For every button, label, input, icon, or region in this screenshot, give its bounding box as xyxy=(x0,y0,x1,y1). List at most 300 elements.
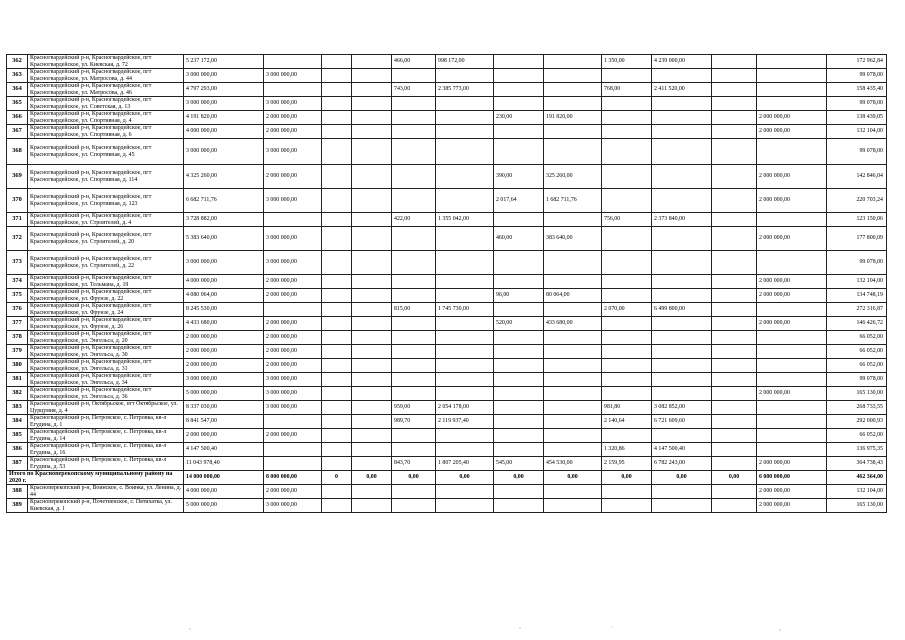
value-cell-c1: 4 191 820,00 xyxy=(184,111,264,125)
value-cell-c6: 1 745 730,00 xyxy=(436,303,494,317)
value-cell-c1: 3 000 000,00 xyxy=(184,69,264,83)
value-cell-c6: 1 355 042,00 xyxy=(436,213,494,227)
value-cell-c9 xyxy=(602,69,652,83)
row-number: 385 xyxy=(7,429,28,443)
value-cell-c13: 158 435,40 xyxy=(827,83,887,97)
total-cell-c3: 0 xyxy=(322,471,352,485)
row-number: 367 xyxy=(7,125,28,139)
address-cell: Красногвардейский р-н, Красногвардейское, пгт Красногвардейское, ул. Строителей, д. 4 xyxy=(28,213,184,227)
value-cell-c1: 6 682 711,76 xyxy=(184,189,264,213)
value-cell-c6 xyxy=(436,165,494,189)
value-cell-c13: 165 130,00 xyxy=(827,499,887,513)
value-cell-c8 xyxy=(544,485,602,499)
value-cell-c11 xyxy=(757,443,827,457)
value-cell-c9 xyxy=(602,345,652,359)
value-cell-c9 xyxy=(602,289,652,303)
value-cell-c12 xyxy=(712,359,757,373)
value-cell-c1: 8 245 530,00 xyxy=(184,303,264,317)
row-number: 375 xyxy=(7,289,28,303)
table-row xyxy=(7,499,887,513)
value-cell-c3 xyxy=(322,345,352,359)
value-cell-c9 xyxy=(602,165,652,189)
value-cell-c10: 3 082 852,00 xyxy=(652,401,712,415)
table-row xyxy=(7,111,887,125)
value-cell-c1: 5 237 172,00 xyxy=(184,55,264,69)
value-cell-c4 xyxy=(352,303,392,317)
address-cell: Красногвардейский р-н, Петровское, с. Петровка, кв-л Егудина, д. 1 xyxy=(28,415,184,429)
value-cell-c9 xyxy=(602,359,652,373)
value-cell-c9 xyxy=(602,499,652,513)
address-cell: Красногвардейский р-н, Красногвардейское, пгт Красногвардейское, ул. Спортивная, д. 45 xyxy=(28,139,184,165)
value-cell-c12 xyxy=(712,275,757,289)
value-cell-c12 xyxy=(712,97,757,111)
table-row xyxy=(7,401,887,415)
value-cell-c3 xyxy=(322,359,352,373)
value-cell-c1: 4 797 293,00 xyxy=(184,83,264,97)
value-cell-c10 xyxy=(652,345,712,359)
value-cell-c3 xyxy=(322,303,352,317)
value-cell-c7: 545,00 xyxy=(494,457,544,471)
value-cell-c10 xyxy=(652,69,712,83)
total-cell-c7: 0,00 xyxy=(494,471,544,485)
value-cell-c9 xyxy=(602,485,652,499)
value-cell-c4 xyxy=(352,345,392,359)
value-cell-c9 xyxy=(602,97,652,111)
value-cell-c12 xyxy=(712,83,757,97)
value-cell-c8: 383 640,00 xyxy=(544,227,602,251)
value-cell-c10 xyxy=(652,125,712,139)
value-cell-c2: 2 000 000,00 xyxy=(264,317,322,331)
value-cell-c5 xyxy=(392,165,436,189)
table-row xyxy=(7,345,887,359)
value-cell-c12 xyxy=(712,429,757,443)
value-cell-c13: 132 104,00 xyxy=(827,125,887,139)
value-cell-c3 xyxy=(322,415,352,429)
value-cell-c4 xyxy=(352,213,392,227)
value-cell-c1: 2 000 000,00 xyxy=(184,429,264,443)
value-cell-c2: 2 000 000,00 xyxy=(264,275,322,289)
value-cell-c8: 433 680,00 xyxy=(544,317,602,331)
total-label: Итого по Красноперекопскому муниципальному району на 2020 г. xyxy=(7,471,184,485)
table-row xyxy=(7,373,887,387)
value-cell-c11 xyxy=(757,97,827,111)
row-number: 379 xyxy=(7,345,28,359)
row-number: 368 xyxy=(7,139,28,165)
value-cell-c5: 959,00 xyxy=(392,401,436,415)
value-cell-c3 xyxy=(322,499,352,513)
value-cell-c1: 8 337 030,00 xyxy=(184,401,264,415)
value-cell-c9: 1 350,00 xyxy=(602,55,652,69)
value-cell-c10 xyxy=(652,97,712,111)
value-cell-c4 xyxy=(352,401,392,415)
value-cell-c11 xyxy=(757,83,827,97)
value-cell-c10 xyxy=(652,139,712,165)
value-cell-c8 xyxy=(544,69,602,83)
value-cell-c8 xyxy=(544,251,602,275)
address-cell: Красногвардейский р-н, Красногвардейское, пгт Красногвардейское, ул. Энгельса, д. 31 xyxy=(28,359,184,373)
value-cell-c2 xyxy=(264,415,322,429)
value-cell-c5 xyxy=(392,429,436,443)
value-cell-c2 xyxy=(264,83,322,97)
value-cell-c13: 66 052,00 xyxy=(827,429,887,443)
value-cell-c3 xyxy=(322,331,352,345)
value-cell-c12 xyxy=(712,189,757,213)
value-cell-c9 xyxy=(602,317,652,331)
value-cell-c8 xyxy=(544,387,602,401)
value-cell-c9: 2 159,95 xyxy=(602,457,652,471)
value-cell-c1: 2 000 000,00 xyxy=(184,331,264,345)
value-cell-c13: 99 078,00 xyxy=(827,97,887,111)
value-cell-c1: 8 841 547,00 xyxy=(184,415,264,429)
total-cell-c10: 0,00 xyxy=(652,471,712,485)
address-cell: Красногвардейский р-н, Красногвардейское, пгт Красногвардейское, ул. Энгельса, д. 34 xyxy=(28,373,184,387)
value-cell-c3 xyxy=(322,55,352,69)
value-cell-c12 xyxy=(712,227,757,251)
value-cell-c4 xyxy=(352,55,392,69)
table-row xyxy=(7,227,887,251)
value-cell-c3 xyxy=(322,275,352,289)
value-cell-c12 xyxy=(712,457,757,471)
address-cell: Красногвардейский р-н, Красногвардейское, пгт Красногвардейское, ул. Строителей, д. 22 xyxy=(28,251,184,275)
address-cell: Красногвардейский р-н, Красногвардейское, пгт Красногвардейское, ул. Матросова, д. 46 xyxy=(28,83,184,97)
table-row xyxy=(7,69,887,83)
value-cell-c13: 177 800,09 xyxy=(827,227,887,251)
row-number: 370 xyxy=(7,189,28,213)
value-cell-c10 xyxy=(652,317,712,331)
value-cell-c9 xyxy=(602,111,652,125)
value-cell-c3 xyxy=(322,189,352,213)
value-cell-c5 xyxy=(392,227,436,251)
value-cell-c4 xyxy=(352,415,392,429)
value-cell-c2: 2 000 000,00 xyxy=(264,345,322,359)
value-cell-c10 xyxy=(652,289,712,303)
table-row xyxy=(7,125,887,139)
value-cell-c5 xyxy=(392,97,436,111)
value-cell-c6 xyxy=(436,139,494,165)
value-cell-c12 xyxy=(712,443,757,457)
value-cell-c1: 11 043 978,40 xyxy=(184,457,264,471)
table-row xyxy=(7,83,887,97)
table-row xyxy=(7,275,887,289)
value-cell-c11: 2 000 000,00 xyxy=(757,485,827,499)
value-cell-c2: 2 000 000,00 xyxy=(264,111,322,125)
value-cell-c9: 2 070,00 xyxy=(602,303,652,317)
value-cell-c6 xyxy=(436,345,494,359)
value-cell-c3 xyxy=(322,125,352,139)
value-cell-c11 xyxy=(757,415,827,429)
total-cell-c2: 8 000 000,00 xyxy=(264,471,322,485)
value-cell-c1: 5 000 000,00 xyxy=(184,387,264,401)
value-cell-c13: 66 052,00 xyxy=(827,331,887,345)
value-cell-c12 xyxy=(712,401,757,415)
value-cell-c9 xyxy=(602,227,652,251)
value-cell-c10 xyxy=(652,485,712,499)
value-cell-c9 xyxy=(602,139,652,165)
value-cell-c1: 3 000 000,00 xyxy=(184,373,264,387)
value-cell-c4 xyxy=(352,189,392,213)
row-number: 382 xyxy=(7,387,28,401)
value-cell-c11: 2 000 000,00 xyxy=(757,165,827,189)
value-cell-c7 xyxy=(494,373,544,387)
row-number: 383 xyxy=(7,401,28,415)
value-cell-c8 xyxy=(544,359,602,373)
value-cell-c5 xyxy=(392,331,436,345)
value-cell-c2 xyxy=(264,443,322,457)
value-cell-c4 xyxy=(352,251,392,275)
value-cell-c6: 2 119 937,40 xyxy=(436,415,494,429)
value-cell-c1: 4 000 000,00 xyxy=(184,485,264,499)
value-cell-c8: 1 682 711,76 xyxy=(544,189,602,213)
value-cell-c5: 743,00 xyxy=(392,83,436,97)
value-cell-c1: 5 383 640,00 xyxy=(184,227,264,251)
value-cell-c5 xyxy=(392,499,436,513)
value-cell-c8 xyxy=(544,415,602,429)
row-number: 364 xyxy=(7,83,28,97)
value-cell-c13: 99 078,00 xyxy=(827,69,887,83)
value-cell-c8 xyxy=(544,429,602,443)
value-cell-c12 xyxy=(712,331,757,345)
value-cell-c1: 5 000 000,00 xyxy=(184,499,264,513)
value-cell-c10 xyxy=(652,227,712,251)
value-cell-c3 xyxy=(322,97,352,111)
value-cell-c6 xyxy=(436,125,494,139)
row-number: 373 xyxy=(7,251,28,275)
value-cell-c11: 2 000 000,00 xyxy=(757,227,827,251)
value-cell-c5: 989,70 xyxy=(392,415,436,429)
value-cell-c2: 3 000 000,00 xyxy=(264,387,322,401)
value-cell-c6 xyxy=(436,189,494,213)
value-cell-c13: 272 316,87 xyxy=(827,303,887,317)
row-number: 371 xyxy=(7,213,28,227)
value-cell-c9 xyxy=(602,429,652,443)
value-cell-c5 xyxy=(392,317,436,331)
value-cell-c8 xyxy=(544,125,602,139)
value-cell-c9 xyxy=(602,275,652,289)
value-cell-c11: 2 000 000,00 xyxy=(757,499,827,513)
row-number: 374 xyxy=(7,275,28,289)
value-cell-c12 xyxy=(712,111,757,125)
value-cell-c6 xyxy=(436,373,494,387)
value-cell-c7: 390,00 xyxy=(494,165,544,189)
register-table-body xyxy=(7,55,887,513)
value-cell-c11 xyxy=(757,213,827,227)
value-cell-c13: 99 078,00 xyxy=(827,251,887,275)
row-number: 381 xyxy=(7,373,28,387)
value-cell-c8 xyxy=(544,275,602,289)
value-cell-c9 xyxy=(602,189,652,213)
address-cell: Красногвардейский р-н, Красногвардейское, пгт Красногвардейское, ул. Фрунзе, д. 26 xyxy=(28,317,184,331)
value-cell-c12 xyxy=(712,373,757,387)
value-cell-c3 xyxy=(322,139,352,165)
value-cell-c3 xyxy=(322,83,352,97)
value-cell-c11: 2 000 000,00 xyxy=(757,111,827,125)
table-row xyxy=(7,189,887,213)
value-cell-c6: 2 385 773,00 xyxy=(436,83,494,97)
value-cell-c10 xyxy=(652,331,712,345)
total-cell-c5: 0,00 xyxy=(392,471,436,485)
value-cell-c2: 2 000 000,00 xyxy=(264,359,322,373)
value-cell-c4 xyxy=(352,69,392,83)
value-cell-c10: 4 147 500,40 xyxy=(652,443,712,457)
value-cell-c12 xyxy=(712,251,757,275)
value-cell-c3 xyxy=(322,443,352,457)
total-cell-c6: 0,00 xyxy=(436,471,494,485)
value-cell-c7 xyxy=(494,55,544,69)
value-cell-c5 xyxy=(392,251,436,275)
value-cell-c8: 454 530,00 xyxy=(544,457,602,471)
table-row xyxy=(7,331,887,345)
table-row xyxy=(7,429,887,443)
value-cell-c7 xyxy=(494,359,544,373)
address-cell: Красногвардейский р-н, Красногвардейское, пгт Красногвардейское, ул. Фрунзе, д. 22 xyxy=(28,289,184,303)
value-cell-c11 xyxy=(757,429,827,443)
value-cell-c3 xyxy=(322,251,352,275)
value-cell-c6: 2 054 178,00 xyxy=(436,401,494,415)
value-cell-c7 xyxy=(494,251,544,275)
value-cell-c13: 132 104,00 xyxy=(827,275,887,289)
value-cell-c10 xyxy=(652,387,712,401)
value-cell-c9 xyxy=(602,125,652,139)
value-cell-c4 xyxy=(352,387,392,401)
value-cell-c11: 2 000 000,00 xyxy=(757,189,827,213)
row-number: 386 xyxy=(7,443,28,457)
value-cell-c12 xyxy=(712,303,757,317)
value-cell-c6: 1 807 205,40 xyxy=(436,457,494,471)
row-number: 372 xyxy=(7,227,28,251)
value-cell-c10: 2 373 840,00 xyxy=(652,213,712,227)
value-cell-c11: 2 000 000,00 xyxy=(757,317,827,331)
total-cell-c11: 0,00 xyxy=(712,471,757,485)
value-cell-c7 xyxy=(494,345,544,359)
value-cell-c7 xyxy=(494,485,544,499)
value-cell-c6 xyxy=(436,97,494,111)
value-cell-c7 xyxy=(494,331,544,345)
value-cell-c10 xyxy=(652,499,712,513)
value-cell-c7: 96,00 xyxy=(494,289,544,303)
value-cell-c8 xyxy=(544,331,602,345)
value-cell-c5 xyxy=(392,125,436,139)
value-cell-c7: 230,00 xyxy=(494,111,544,125)
value-cell-c5 xyxy=(392,345,436,359)
value-cell-c5: 422,00 xyxy=(392,213,436,227)
address-cell: Красногвардейский р-н, Красногвардейское, пгт Красногвардейское, ул. Киевская, д. 72 xyxy=(28,55,184,69)
value-cell-c8: 80 064,00 xyxy=(544,289,602,303)
value-cell-c9 xyxy=(602,251,652,275)
value-cell-c2: 2 000 000,00 xyxy=(264,331,322,345)
value-cell-c2: 3 000 000,00 xyxy=(264,97,322,111)
value-cell-c5 xyxy=(392,387,436,401)
value-cell-c5: 815,00 xyxy=(392,303,436,317)
value-cell-c11 xyxy=(757,331,827,345)
value-cell-c3 xyxy=(322,401,352,415)
register-table-sheet xyxy=(6,54,886,513)
value-cell-c8: 191 820,00 xyxy=(544,111,602,125)
value-cell-c11: 2 000 000,00 xyxy=(757,457,827,471)
row-number: 363 xyxy=(7,69,28,83)
value-cell-c4 xyxy=(352,125,392,139)
value-cell-c13: 66 052,00 xyxy=(827,345,887,359)
address-cell: Красногвардейский р-н, Красногвардейское, пгт Красногвардейское, ул. Энгельса, д. 20 xyxy=(28,331,184,345)
value-cell-c2: 3 000 000,00 xyxy=(264,69,322,83)
address-cell: Красногвардейский р-н, Красногвардейское, пгт Красногвардейское, ул. Энгельса, д. 36 xyxy=(28,387,184,401)
table-row xyxy=(7,387,887,401)
value-cell-c2: 3 000 000,00 xyxy=(264,251,322,275)
value-cell-c1: 3 728 882,00 xyxy=(184,213,264,227)
value-cell-c3 xyxy=(322,165,352,189)
value-cell-c1: 3 000 000,00 xyxy=(184,251,264,275)
value-cell-c7 xyxy=(494,213,544,227)
row-number: 388 xyxy=(7,485,28,499)
value-cell-c6 xyxy=(436,317,494,331)
value-cell-c11 xyxy=(757,303,827,317)
value-cell-c6: 998 172,00 xyxy=(436,55,494,69)
value-cell-c3 xyxy=(322,111,352,125)
value-cell-c13: 134 748,19 xyxy=(827,289,887,303)
table-row xyxy=(7,415,887,429)
value-cell-c6 xyxy=(436,429,494,443)
value-cell-c3 xyxy=(322,485,352,499)
row-number: 365 xyxy=(7,97,28,111)
value-cell-c13: 165 130,00 xyxy=(827,387,887,401)
value-cell-c7 xyxy=(494,139,544,165)
value-cell-c11 xyxy=(757,359,827,373)
value-cell-c2: 2 000 000,00 xyxy=(264,485,322,499)
value-cell-c8 xyxy=(544,443,602,457)
value-cell-c12 xyxy=(712,55,757,69)
table-row xyxy=(7,139,887,165)
row-number: 389 xyxy=(7,499,28,513)
value-cell-c5: 843,70 xyxy=(392,457,436,471)
value-cell-c9 xyxy=(602,373,652,387)
value-cell-c10: 6 782 243,00 xyxy=(652,457,712,471)
value-cell-c7 xyxy=(494,275,544,289)
value-cell-c13: 292 000,93 xyxy=(827,415,887,429)
value-cell-c5 xyxy=(392,139,436,165)
value-cell-c3 xyxy=(322,227,352,251)
value-cell-c10 xyxy=(652,189,712,213)
value-cell-c3 xyxy=(322,457,352,471)
value-cell-c3 xyxy=(322,289,352,303)
value-cell-c3 xyxy=(322,387,352,401)
value-cell-c12 xyxy=(712,499,757,513)
total-cell-c4: 0,00 xyxy=(352,471,392,485)
register-table xyxy=(6,54,887,513)
row-number: 380 xyxy=(7,359,28,373)
value-cell-c1: 4 000 000,00 xyxy=(184,275,264,289)
value-cell-c5 xyxy=(392,373,436,387)
row-number: 387 xyxy=(7,457,28,471)
value-cell-c13: 132 104,00 xyxy=(827,485,887,499)
value-cell-c5 xyxy=(392,485,436,499)
value-cell-c8 xyxy=(544,97,602,111)
value-cell-c4 xyxy=(352,111,392,125)
value-cell-c11: 2 000 000,00 xyxy=(757,275,827,289)
value-cell-c10 xyxy=(652,251,712,275)
value-cell-c5 xyxy=(392,275,436,289)
row-number: 377 xyxy=(7,317,28,331)
value-cell-c7 xyxy=(494,387,544,401)
value-cell-c4 xyxy=(352,429,392,443)
value-cell-c13: 136 975,35 xyxy=(827,443,887,457)
value-cell-c9: 2 140,64 xyxy=(602,415,652,429)
value-cell-c7 xyxy=(494,429,544,443)
value-cell-c9: 756,00 xyxy=(602,213,652,227)
value-cell-c11: 2 000 000,00 xyxy=(757,387,827,401)
value-cell-c10: 6 721 609,60 xyxy=(652,415,712,429)
value-cell-c13: 364 738,43 xyxy=(827,457,887,471)
value-cell-c13: 99 078,00 xyxy=(827,139,887,165)
value-cell-c3 xyxy=(322,373,352,387)
